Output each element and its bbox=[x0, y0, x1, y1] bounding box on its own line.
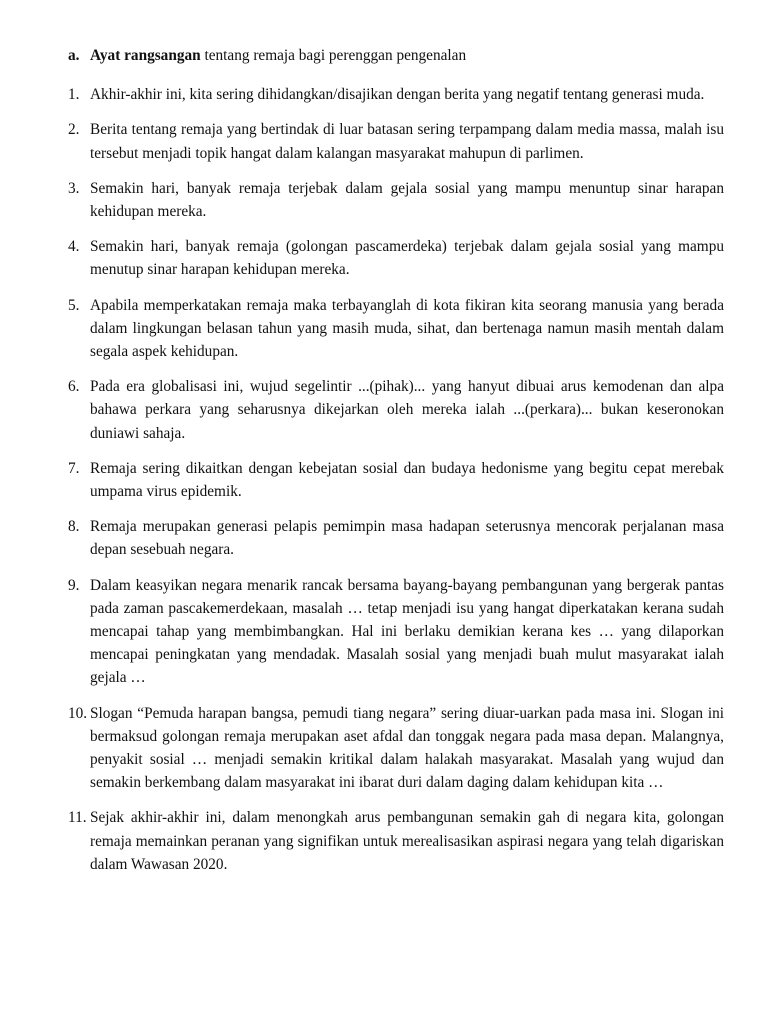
item-text: Akhir-akhir ini, kita sering dihidangkan/disajikan dengan berita yang negatif tentang generasi muda. bbox=[90, 86, 705, 104]
section-marker: a. bbox=[68, 47, 80, 64]
list-item bbox=[68, 457, 724, 503]
section-title bbox=[90, 44, 466, 67]
item-text: Apabila memperkatakan remaja maka terbayanglah di kota fikiran kita seorang manusia yang berada dalam lingkungan belasan tahun yang masih muda, sihat, dan bertenaga namun masih mentah dalam segala aspek kehidupan. bbox=[90, 296, 724, 361]
item-number: 3. bbox=[68, 179, 80, 197]
section-heading bbox=[68, 44, 724, 67]
item-text: Berita tentang remaja yang bertindak di luar batasan sering terpampang dalam media massa, malah isu tersebut menjadi topik hangat dalam kalangan masyarakat mahupun di parlimen. bbox=[90, 121, 724, 162]
item-text: Slogan “Pemuda harapan bangsa, pemudi tiang negara” sering diuar-uarkan pada masa ini. Slogan ini bermaksud golongan remaja merupakan aset afdal dan tonggak negara pada masa depan. Malangnya, penyakit sosial … menjadi semakin kritikal dalam halakah masyarakat. Masalah yang wujud dan semakin berkembang dalam masyarakat ini ibarat duri dalam daging dalam kehidupan kita … bbox=[90, 704, 724, 792]
sentence-list bbox=[68, 83, 724, 876]
item-number: 4. bbox=[68, 238, 80, 256]
item-number: 10. bbox=[68, 704, 88, 722]
item-text: Pada era globalisasi ini, wujud segelintir ...(pihak)... yang hanyut dibuai arus kemodenan dan alpa bahawa perkara yang seharusnya dikejarkan oleh mereka ialah ...(perkara)... bukan keseronokan duniawi sahaja. bbox=[90, 378, 724, 442]
item-number: 2. bbox=[68, 121, 80, 139]
item-text: Semakin hari, banyak remaja (golongan pascamerdeka) terjebak dalam gejala sosial yang mampu menutup sinar harapan kehidupan mereka. bbox=[90, 238, 724, 279]
item-text: Remaja sering dikaitkan dengan kebejatan sosial dan budaya hedonisme yang begitu cepat merebak umpama virus epidemik. bbox=[90, 459, 724, 501]
item-text: Sejak akhir-akhir ini, dalam menongkah arus pembangunan semakin gah di negara kita, golongan remaja memainkan peranan yang signifikan untuk merealisasikan aspirasi negara yang telah digariskan dalam Wawasan 2020. bbox=[90, 809, 724, 873]
item-number: 1. bbox=[68, 86, 80, 104]
item-number: 6. bbox=[68, 378, 80, 396]
list-item bbox=[68, 515, 724, 561]
section-title-bold: Ayat rangsangan bbox=[90, 47, 201, 64]
list-item bbox=[68, 375, 724, 445]
list-item bbox=[68, 294, 724, 364]
item-text: Semakin hari, banyak remaja terjebak dalam gejala sosial yang mampu menuntup sinar harapan kehidupan mereka. bbox=[90, 179, 724, 221]
list-item bbox=[68, 702, 724, 795]
list-item bbox=[68, 806, 724, 876]
item-number: 8. bbox=[68, 518, 80, 536]
list-item bbox=[68, 177, 724, 223]
list-item bbox=[68, 235, 724, 281]
item-text: Remaja merupakan generasi pelapis pemimpin masa hadapan seterusnya mencorak perjalanan masa depan sesebuah negara. bbox=[90, 518, 724, 559]
item-number: 11. bbox=[68, 809, 87, 827]
list-item bbox=[68, 83, 724, 106]
list-item bbox=[68, 118, 724, 164]
item-number: 7. bbox=[68, 459, 80, 477]
item-text: Dalam keasyikan negara menarik rancak bersama bayang-bayang pembangunan yang bergerak pantas pada zaman pascakemerdekaan, masalah … tetap menjadi isu yang hangat diperkatakan kerana sudah mencapai tahap yang membimbangkan. Hal ini berlaku demikian kerana kes … yang dilaporkan mencapai peningkatan yang mendadak. Masalah sosial yang menjadi buah mulut masyarakat ialah gejala … bbox=[90, 576, 724, 687]
item-number: 9. bbox=[68, 576, 80, 594]
list-item bbox=[68, 574, 724, 690]
section-title-rest: tentang remaja bagi perenggan pengenalan bbox=[200, 47, 467, 64]
document-page bbox=[68, 44, 724, 888]
item-number: 5. bbox=[68, 296, 80, 314]
